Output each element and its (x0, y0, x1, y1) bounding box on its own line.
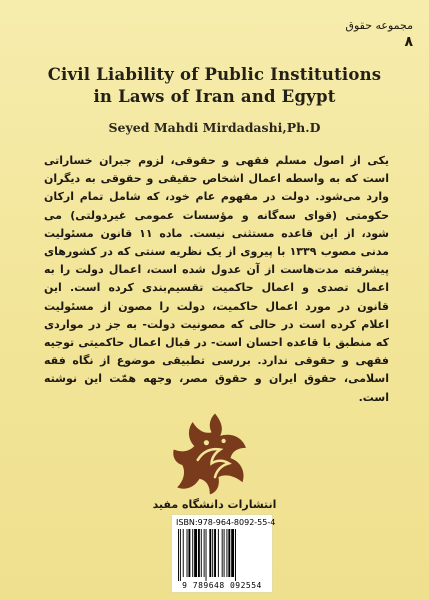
barcode-bar (218, 529, 219, 577)
abstract-text: یکی از اصول مسلم فقهی و حقوقی، لزوم جبران خساراتی است که به واسطه اعمال اشخاص حقیقی و حقوقی به دیگران وارد می‌شود. دولت در مفهوم عام خود، که شامل تمام ارکان حکومتی (قوای سه‌گانه و مؤسسات عمومی غیردولتی) می شود، از این قاعده مستثنی نیست. ماده ۱۱ قانون مسئولیت مدنی مصوب ۱۳۳۹ با پیروی از یک نظریه سنتی که در کشورهای پیشرفته مدت‌هاست از آن عدول شده است، اعمال دولت را به اعمال تصدی و اعمال حاکمیت تقسیم‌بندی کرده است. این قانون در مورد اعمال حاکمیت، دولت را مصون از مسئولیت اعلام کرده است در حالی که مصونیت دولت- به جز در مواردی که منطبق با قاعده احسان است- در قبال اعمال حاکمیتی توجیه فقهی و حقوقی ندارد. بررسی تطبیقی موضوع از نگاه فقه اسلامی، حقوق ایران و حقوق مصر، وجهه همّت این نوشته است. (44, 154, 389, 404)
barcode-bar (178, 529, 179, 581)
english-title-line-2: in Laws of Iran and Egypt (93, 87, 336, 106)
barcode-bar (183, 529, 184, 577)
barcode-bar (192, 529, 193, 577)
barcode-bar (194, 529, 197, 577)
barcode-bar (188, 529, 190, 577)
series-name: مجموعه حقوق (345, 19, 413, 32)
barcode-bar (209, 529, 211, 577)
series-number: ۸ (404, 34, 413, 50)
barcode-bar (224, 529, 225, 577)
barcode-bar (228, 529, 230, 577)
isbn-text: ISBN:978-964-8092-55-4 (176, 518, 276, 527)
barcode-bar (206, 529, 207, 581)
publisher-name: انتشارات دانشگاه مفید (152, 498, 277, 511)
barcode-bar (198, 529, 200, 577)
barcode-bar (204, 529, 205, 577)
barcode-bar (214, 529, 216, 577)
series-label (313, 18, 413, 50)
barcode-bar (187, 529, 188, 577)
barcode-bar (235, 529, 236, 581)
barcode-bar (222, 529, 223, 577)
isbn-block (172, 515, 276, 592)
english-title-line-1: Civil Liability of Public Institutions (47, 65, 382, 84)
english-title (40, 64, 389, 108)
barcode-bar (201, 529, 202, 577)
barcode-bar (212, 529, 213, 577)
barcode-bar (231, 529, 234, 577)
barcode (176, 529, 268, 581)
author-name: Seyed Mahdi Mirdadashi,Ph.D (108, 120, 321, 135)
university-logo-icon (172, 410, 258, 496)
barcode-digits: 9 789648 092554 (182, 581, 262, 590)
barcode-bar (226, 529, 227, 577)
barcode-bar (180, 529, 181, 581)
